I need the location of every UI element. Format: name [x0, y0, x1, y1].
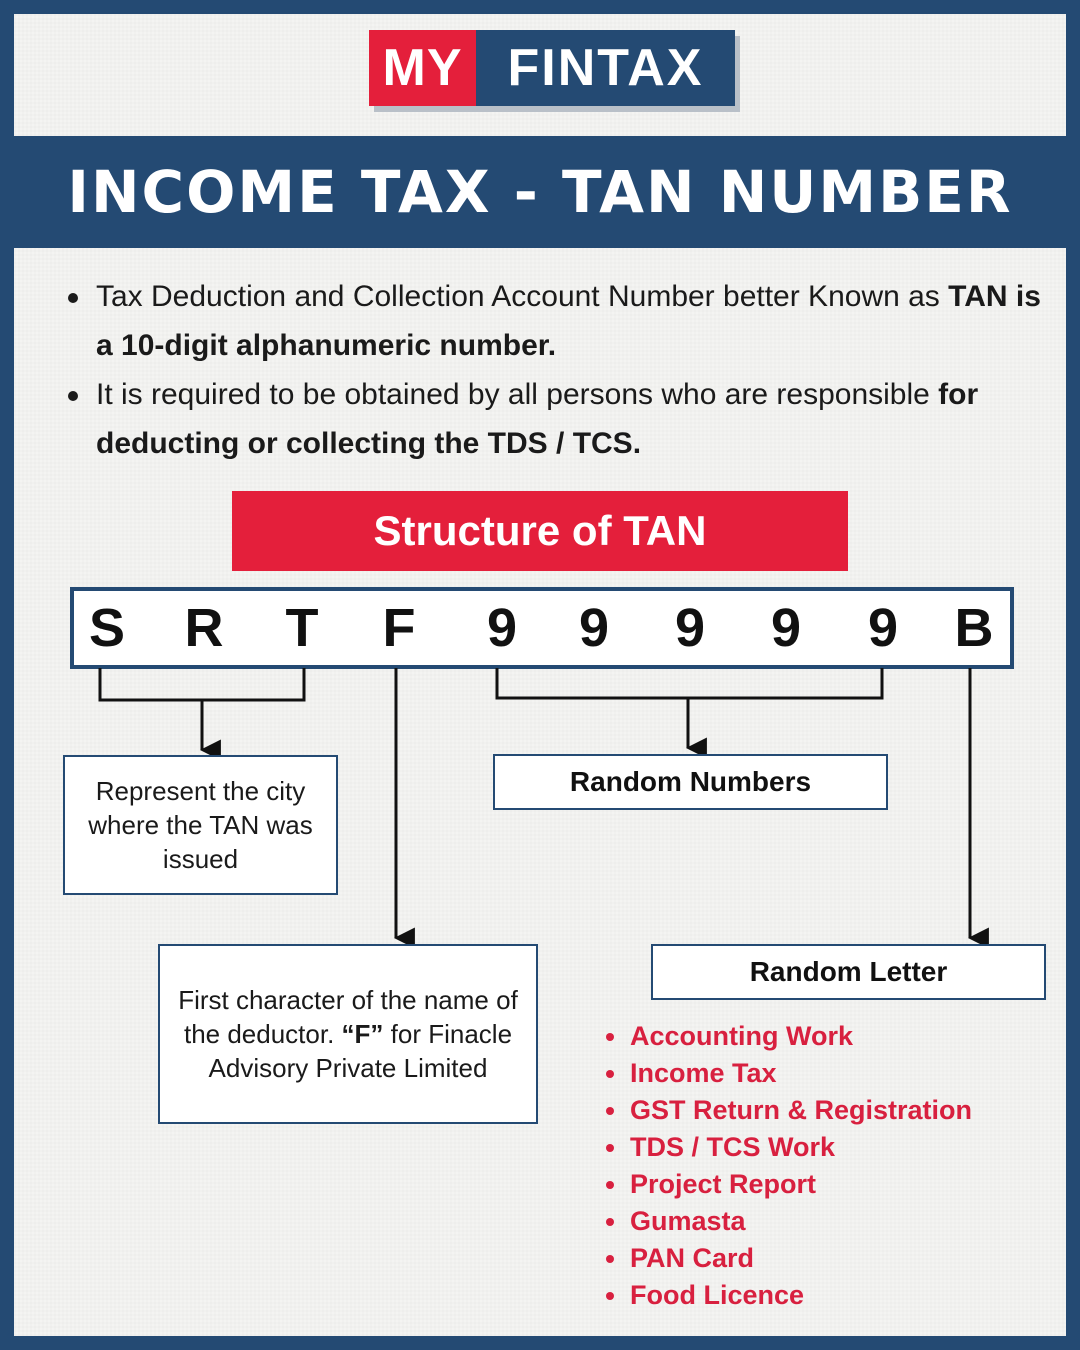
tan-char-5: 9	[486, 598, 518, 658]
service-item: Food Licence	[604, 1277, 972, 1314]
structure-title: Structure of TAN	[232, 491, 848, 571]
service-item: Gumasta	[604, 1203, 972, 1240]
city-bracket	[100, 668, 304, 750]
service-item: Project Report	[604, 1166, 972, 1203]
tan-char-6: 9	[578, 598, 610, 658]
first-char-quote: “F”	[341, 1019, 384, 1049]
tan-char-4: F	[382, 598, 416, 658]
random-numbers-box	[493, 754, 888, 810]
tan-box	[70, 587, 1014, 669]
header-band	[14, 136, 1066, 248]
intro-bullet-1-text: Tax Deduction and Collection Account Number better Known as	[96, 280, 949, 313]
service-item: Accounting Work	[604, 1018, 972, 1055]
tan-char-3: T	[285, 598, 319, 658]
services-list	[604, 1018, 972, 1314]
page-title: INCOME TAX - TAN NUMBER	[67, 158, 1013, 226]
intro-bullet-2	[66, 370, 1046, 468]
intro-bullet-1-bold: TAN is a 10-digit alphanumeric number.	[96, 280, 1041, 362]
service-item: GST Return & Registration	[604, 1092, 972, 1129]
intro-bullet-1	[66, 272, 1046, 370]
logo	[369, 30, 735, 106]
logo-my: MY	[369, 30, 476, 106]
tan-char-10: B	[954, 598, 994, 658]
first-char-label-box	[158, 944, 538, 1124]
intro-bullet-2-text: It is required to be obtained by all persons who are responsible	[96, 378, 939, 411]
service-item: PAN Card	[604, 1240, 972, 1277]
logo-fintax: FINTAX	[476, 30, 735, 106]
random-numbers-label: Random Numbers	[569, 766, 812, 797]
service-item: TDS / TCS Work	[604, 1129, 972, 1166]
intro-bullet-2-bold: for deducting or collecting the TDS / TCS.	[96, 378, 979, 460]
random-letter-box	[651, 944, 1046, 1000]
tan-char-7: 9	[674, 598, 706, 658]
random-letter-label: Random Letter	[749, 956, 948, 987]
first-char-text: First character of the name of the deductor.	[178, 985, 518, 1049]
intro-list	[66, 272, 1046, 468]
first-char-label	[173, 983, 523, 1085]
tan-char-2: R	[184, 598, 224, 658]
city-label: Represent the city where the TAN was issued	[88, 776, 313, 874]
canvas	[14, 14, 1066, 1336]
city-label-box	[63, 755, 338, 895]
first-char-rest: for Finacle Advisory Private Limited	[208, 1019, 513, 1083]
tan-char-1: S	[88, 598, 126, 658]
numbers-bracket	[497, 668, 882, 748]
tan-char-9: 9	[867, 598, 899, 658]
tan-char-8: 9	[770, 598, 802, 658]
service-item: Income Tax	[604, 1055, 972, 1092]
